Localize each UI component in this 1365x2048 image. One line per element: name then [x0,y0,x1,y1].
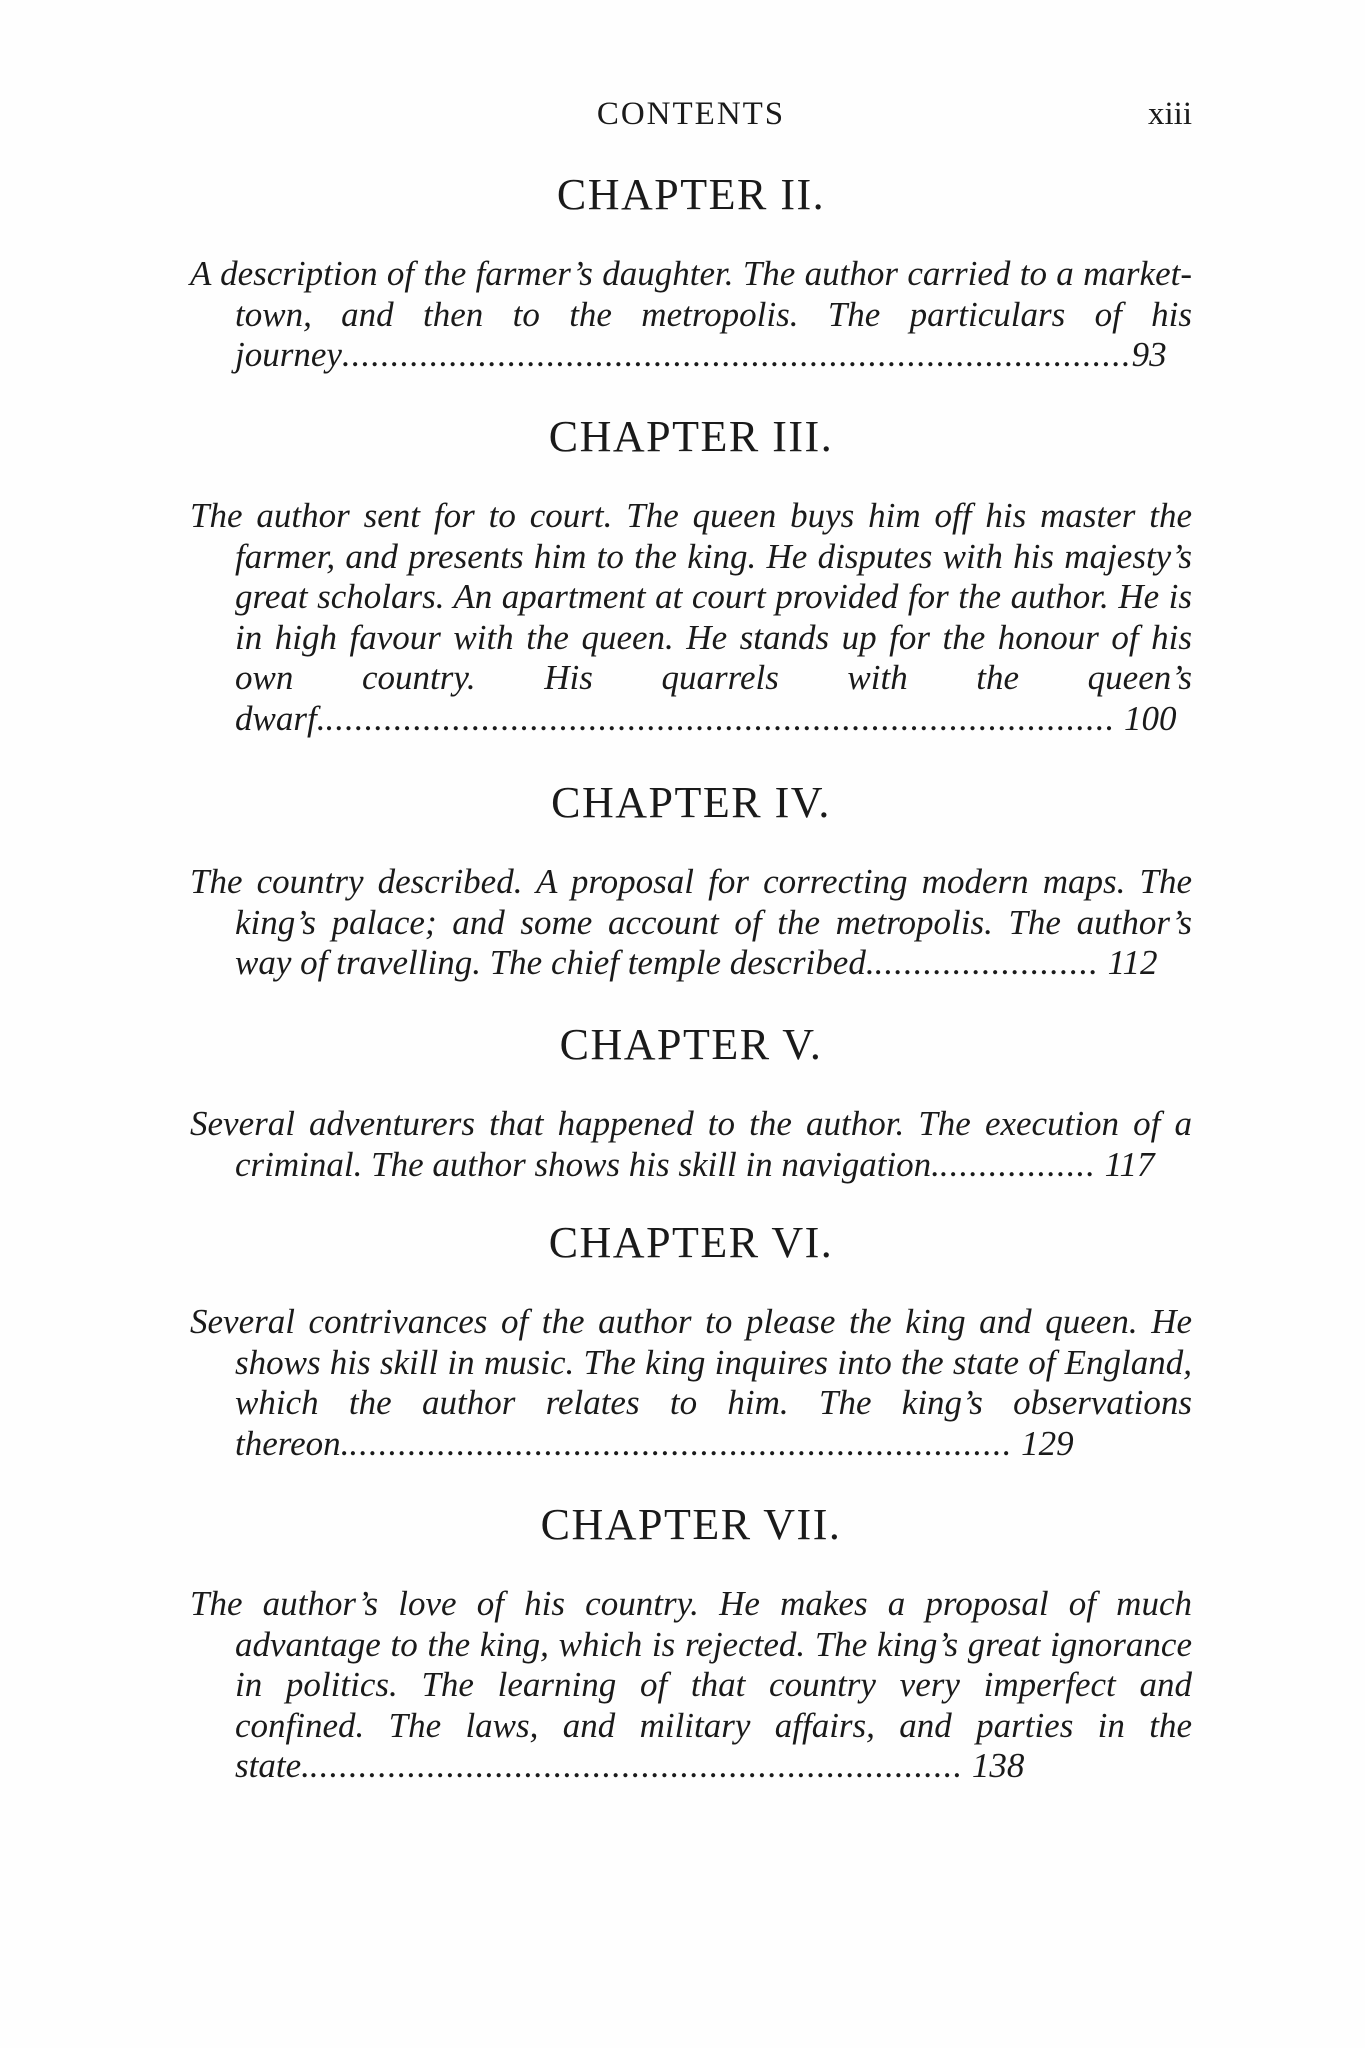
chapter-summary-text: A description of the farmer’s daughter. The author carried to a market-town, and then to the metropolis. The particulars of his journey [190,254,1192,374]
chapter-entry-6 [190,1218,1192,1464]
dot-leader: ................ [939,1144,1096,1184]
running-head [190,96,1192,136]
chapter-summary [190,862,1192,984]
chapter-summary [190,496,1192,739]
chapter-summary-text: Several contrivances of the author to please the king and queen. He shows his skill in music. The king inquires into the state of England, which the author relates to him. The king’s observations thereon. [190,1302,1192,1463]
dot-leader: ................................................................................. [325,698,1116,738]
chapter-page-number: 138 [971,1746,1025,1785]
chapter-summary [190,254,1192,376]
chapter-heading: CHAPTER IV. [551,778,831,827]
chapter-page-number: 129 [1021,1423,1074,1463]
chapter-page-number: 117 [1104,1144,1155,1184]
chapter-heading: CHAPTER III. [548,412,834,461]
chapter-entry-4 [190,778,1192,984]
chapter-page-number: 100 [1123,698,1177,738]
chapter-summary-text: The author sent for to court. The queen buys him off his master the farmer, and presents him to the king. He disputes with his majesty’s great scholars. An apartment at court provided for the author. He is in high favour with the queen. He stands up for the honour of his own country. His quarrels with the queen’s dwarf. [190,496,1192,738]
chapter-summary-text: Several adventurers that happened to the author. The execution of a criminal. The author shows his skill in navigation. [190,1104,1192,1184]
chapter-page-number: 93 [1131,335,1167,374]
dot-leader: ................................................................... [309,1746,964,1785]
chapter-summary-text: The author’s love of his country. He makes a proposal of much advantage to the king, which is rejected. The king’s great ignorance in politics. The learning of that country very imperfect and confined. The laws, and military affairs, and parties in the state. [190,1584,1192,1785]
chapter-entry-5 [190,1020,1192,1185]
chapter-heading: CHAPTER V. [559,1020,823,1069]
running-head-title: CONTENTS [596,96,786,132]
chapter-heading: CHAPTER II. [556,170,826,219]
chapter-entry-3 [190,412,1192,739]
dot-leader: .................................................................... [349,1423,1013,1463]
chapter-summary [190,1584,1192,1787]
chapter-heading: CHAPTER VII. [540,1500,842,1549]
dot-leader: ....................... [874,943,1099,982]
chapter-entry-2 [190,170,1192,376]
chapter-heading: CHAPTER VI. [548,1218,834,1267]
chapter-summary-text: The country described. A proposal for correcting modern maps. The king’s palace; and some account of the metropolis. The author’s way of travelling. The chief temple described. [190,862,1192,982]
chapter-page-number: 112 [1107,943,1158,982]
chapter-entry-7 [190,1500,1192,1787]
dot-leader: ................................................................................. [341,335,1132,374]
page-number: xiii [1147,96,1192,132]
chapter-summary [190,1104,1192,1185]
chapter-summary [190,1302,1192,1464]
